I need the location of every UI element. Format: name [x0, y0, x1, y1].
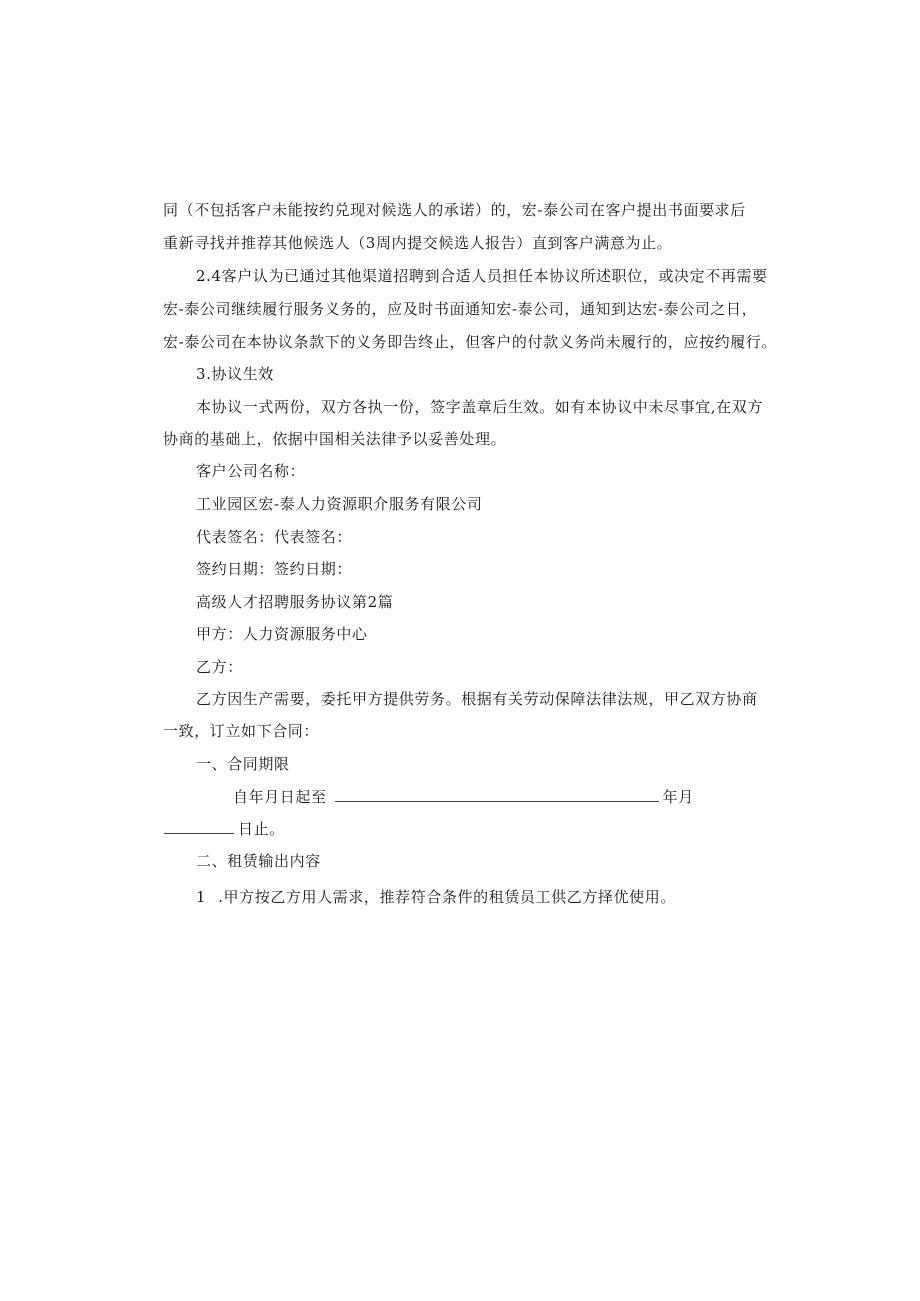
party-a: 甲方：人力资源服务中心 — [196, 625, 368, 643]
period-start-text: 自年月日起至 — [233, 788, 327, 806]
period-end-suffix: 日止。 — [238, 820, 285, 838]
sign-date-line: 签约日期：签约日期： — [196, 560, 353, 578]
paragraph-line: 2.4客户认为已通过其他渠道招聘到合适人员担任本协议所述职位，或决定不再需要 — [196, 267, 768, 285]
contract-period-line — [233, 787, 694, 807]
list-item — [196, 887, 676, 907]
party-b: 乙方： — [196, 658, 243, 676]
section-heading: 3.协议生效 — [196, 365, 274, 383]
blank-underline — [164, 819, 234, 834]
paragraph-line: 重新寻找并推荐其他候选人（3周内提交候选人报告）直到客户满意为止。 — [163, 234, 673, 252]
paragraph-line: 乙方因生产需要，委托甲方提供劳务。根据有关劳动保障法律法规，甲乙双方协商 — [196, 690, 758, 708]
section-heading: 二、租赁输出内容 — [196, 852, 321, 870]
period-end-text: 年月 — [662, 788, 694, 806]
signature-line: 代表签名：代表签名： — [196, 528, 353, 546]
paragraph-line: 同（不包括客户未能按约兑现对候选人的承诺）的，宏-泰公司在客户提出书面要求后 — [163, 201, 746, 219]
paragraph-line: 协商的基础上，依据中国相关法律予以妥善处理。 — [163, 430, 507, 448]
document-title: 高级人才招聘服务协议第2篇 — [196, 593, 394, 611]
company-name: 工业园区宏-泰人力资源职介服务有限公司 — [196, 495, 483, 513]
paragraph-line: 宏-泰公司继续履行服务义务的，应及时书面通知宏-泰公司，通知到达宏-泰公司之日， — [163, 300, 758, 318]
list-number: 1 — [196, 888, 207, 906]
list-item-text: .甲方按乙方用人需求，推荐符合条件的租赁员工供乙方择优使用。 — [218, 888, 676, 906]
paragraph-line: 一致，订立如下合同： — [163, 722, 320, 740]
client-company-label: 客户公司名称： — [196, 462, 306, 480]
section-heading: 一、合同期限 — [196, 755, 290, 773]
contract-period-end-line — [164, 819, 285, 839]
paragraph-line: 本协议一式两份，双方各执一份，签字盖章后生效。如有本协议中未尽事宜,在双方 — [196, 398, 763, 416]
blank-underline — [335, 787, 659, 802]
paragraph-line: 宏-泰公司在本协议条款下的义务即告终止，但客户的付款义务尚未履行的，应按约履行。 — [163, 333, 778, 351]
